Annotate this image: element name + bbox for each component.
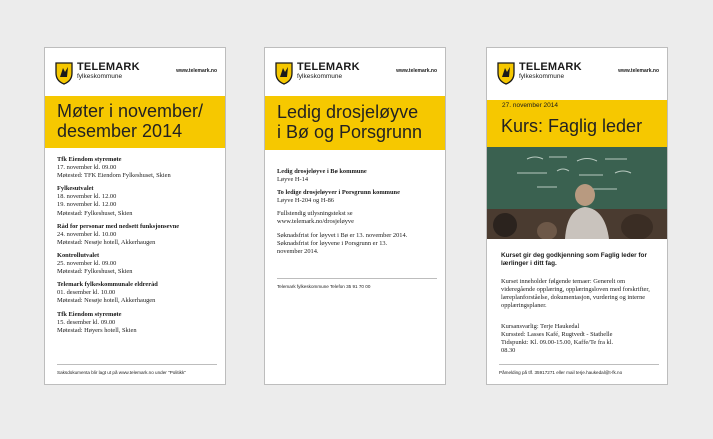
classroom-photo: [487, 147, 667, 239]
info-group: [57, 311, 217, 335]
group-line: 19. november kl. 12.00: [57, 201, 117, 209]
brand-url: www.telemark.no: [396, 68, 437, 74]
title-line-1: Møter i november/: [57, 101, 204, 121]
ad-card-course: [486, 47, 668, 385]
info-line: 08.30: [501, 347, 516, 355]
group-line: 01. desember kl. 10.00: [57, 289, 116, 297]
title-band: [45, 96, 225, 148]
group-heading: To ledige drosjeløyver i Porsgrunn kommune: [277, 189, 400, 197]
group-line: Fullstendig utlysningstekst se: [277, 210, 353, 218]
info-group: [57, 281, 217, 305]
ad-footer: Saksdokumenta blir lagt ut på www.telemark.no under "Politikk": [57, 364, 217, 376]
group-heading: Kontrollutvalet: [57, 251, 100, 259]
info-line: Kurssted: Lasses Kafé, Rugtvedt - Stathelle: [501, 331, 613, 339]
group-line: 18. november kl. 12.00: [57, 193, 117, 201]
brand-name: TELEMARK: [77, 61, 140, 73]
group-line: Søknadsfrist for løyvene i Porsgrunn er 13.: [277, 239, 388, 247]
group-line: Møtested: TFK Eiendom Fylkeshuset, Skien: [57, 172, 171, 180]
brand-sub: fylkeskommune: [297, 73, 343, 80]
info-line: Tidspunkt: Kl. 09.00-15.00, Kaffe/Te fra kl.: [501, 339, 614, 347]
group-line: Møtestad: Nesøje hotell, Akkerhaugen: [57, 297, 156, 305]
course-description: Kurset inneholder følgende temaer: Generelt om videregående opplæring, opplæringsloven med forskrifter, læreplanforståelse, dokumentasjon, vurdering og interne opplæringsplaner.: [501, 278, 650, 310]
group-heading: Ledig drosjeløyve i Bø kommune: [277, 168, 367, 175]
group-line: Løyve H-204 og H-86: [277, 197, 334, 205]
group-heading: Tfk Eiendom styremøte: [57, 310, 122, 318]
ad-header: [275, 60, 437, 86]
group-heading: Fylkesutvalet: [57, 185, 94, 193]
ad-title: [57, 101, 219, 141]
group-line: 17. november kl. 09.00: [57, 164, 117, 172]
brand-name: TELEMARK: [519, 61, 582, 73]
info-group: [277, 189, 437, 205]
info-group: [57, 223, 217, 247]
info-group: [57, 185, 217, 217]
info-line: Kursansvarlig: Terje Haukedal: [501, 323, 580, 330]
group-line: 25. november kl. 09.00: [57, 260, 117, 268]
group-line: Møtestad: Nesøje hotell, Akkerhaugen: [57, 238, 156, 246]
brand-url: www.telemark.no: [618, 68, 659, 74]
brand-name: TELEMARK: [297, 61, 360, 73]
group-line: Søknadsfrist for løyvet i Bø er 13. november 2014.: [277, 231, 408, 239]
ad-title: [277, 102, 439, 142]
info-group: [277, 232, 437, 256]
license-info: [277, 168, 437, 261]
telemark-shield-icon: [275, 62, 293, 85]
telemark-shield-icon: [497, 62, 515, 85]
info-group: [57, 252, 217, 276]
brand-sub: fylkeskommune: [77, 73, 123, 80]
ad-header: [55, 60, 217, 86]
group-line: november 2014.: [277, 247, 319, 255]
ad-footer: Telemark fylkeskommune Telefon 35 91 70 00: [277, 278, 437, 290]
group-line: Møtestad: Høyers hotell, Skien: [57, 326, 137, 334]
ad-card-taxi-license: [264, 47, 446, 385]
meeting-list: [57, 156, 217, 340]
course-date: 27. november 2014: [502, 102, 559, 109]
info-group: [57, 156, 217, 180]
ad-header: [497, 60, 659, 86]
title-line-1: Ledig drosjeløyve: [277, 102, 419, 122]
info-group: [277, 168, 437, 184]
group-heading: Råd for personar med nedsett funksjonsevne: [57, 222, 180, 230]
group-line: Møtestad: Fylkeshuset, Skien: [57, 268, 133, 276]
title-line-2: desember 2014: [57, 121, 183, 141]
group-heading: Tfk Eiendom styremøte: [57, 156, 122, 163]
title-line-2: i Bø og Porsgrunn: [277, 122, 423, 142]
ad-title: Kurs: Faglig leder: [501, 116, 643, 136]
group-line: Løyve H-14: [277, 176, 309, 184]
info-group: [277, 210, 437, 226]
brand-url: www.telemark.no: [176, 68, 217, 74]
group-heading: Telemark fylkeskommunale eldreråd: [57, 281, 158, 289]
title-band: [487, 100, 667, 147]
group-line: 15. desember kl. 09.00: [57, 318, 116, 326]
ad-card-meetings: [44, 47, 226, 385]
course-lead: Kurset gir deg godkjenning som Faglig leder for lærlinger i ditt fag.: [501, 252, 647, 268]
ad-footer: Påmelding på tlf. 35917271 eller mail terje.haukedal@t-fk.no: [499, 364, 659, 376]
title-band: [265, 96, 445, 150]
telemark-shield-icon: [55, 62, 73, 85]
group-line: www.telemark.no/drosjeløyve: [277, 218, 354, 226]
group-line: 24. november kl. 10.00: [57, 230, 117, 238]
group-line: Møtestad: Fylkeshuset, Skien: [57, 209, 133, 217]
brand-sub: fylkeskommune: [519, 73, 565, 80]
course-info: [501, 323, 659, 355]
